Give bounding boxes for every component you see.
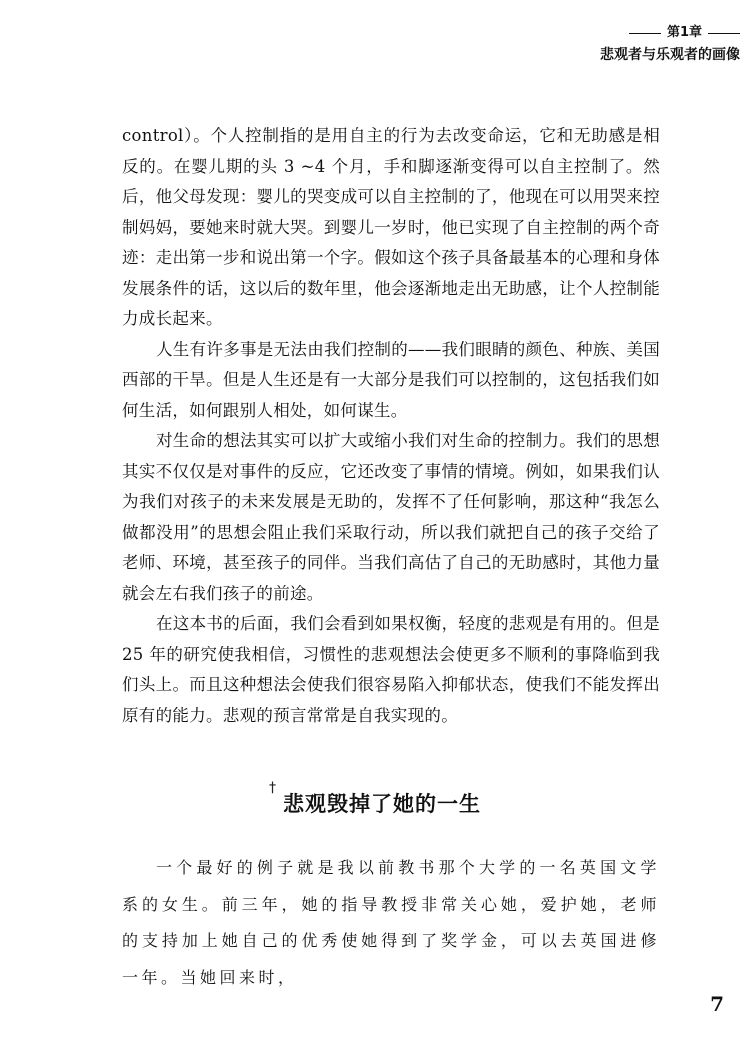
paragraph: control）。个人控制指的是用自主的行为去改变命运，它和无助感是相反的。在婴儿期的头 3 ~4 个月，手和脚逐渐变得可以自主控制了。然后，他父母发现：婴儿的哭变成可以自主控制的了，他现在可以用哭来控制妈妈，要她来时就大哭。到婴儿一岁时，他已实现了自主控制的两个奇迹：走出第一步和说出第一个字。假如这个孩子具备最基本的心理和身体发展条件的话，这以后的数年里，他会逐渐地走出无助感，让个人控制能力成长起来。 [122, 126, 660, 328]
main-text [122, 121, 660, 731]
chapter-number: 第1章 [666, 25, 702, 40]
header-rule-right [708, 33, 740, 34]
header-rule-left [629, 33, 661, 34]
section-mark: † [269, 780, 277, 796]
chapter-label [540, 22, 740, 44]
section-text [122, 850, 660, 996]
paragraph: 人生有许多事是无法由我们控制的——我们眼睛的颜色、种族、美国西部的干旱。但是人生还是有一大部分是我们可以控制的，这包括我们如何生活，如何跟别人相处，如何谋生。 [122, 339, 660, 420]
running-header [540, 22, 740, 66]
section-heading [269, 780, 481, 818]
paragraph: 在这本书的后面，我们会看到如果权衡，轻度的悲观是有用的。但是 25 年的研究使我相信，习惯性的悲观想法会使更多不顺利的事降临到我们头上。而且这种想法会使我们很容易陷入抑郁状态，使我们不能发挥出原有的能力。悲观的预言常常是自我实现的。 [122, 614, 660, 725]
paragraph: 一个最好的例子就是我以前教书那个大学的一名英国文学系的女生。前三年，她的指导教授非常关心她，爱护她，老师的支持加上她自己的优秀使她得到了奖学金，可以去英国进修一年。当她回来时， [122, 858, 660, 987]
chapter-title: 悲观者与乐观者的画像 [600, 47, 740, 63]
paragraph: 对生命的想法其实可以扩大或缩小我们对生命的控制力。我们的思想其实不仅仅是对事件的反应，它还改变了事情的情境。例如，如果我们认为我们对孩子的未来发展是无助的，发挥不了任何影响，那这种“我怎么做都没用”的思想会阻止我们采取行动，所以我们就把自己的孩子交给了老师、环境，甚至孩子的同伴。当我们高估了自己的无助感时，其他力量就会左右我们孩子的前途。 [122, 431, 660, 603]
section-title: 悲观毁掉了她的一生 [283, 792, 481, 816]
page-number: 7 [710, 992, 724, 1016]
